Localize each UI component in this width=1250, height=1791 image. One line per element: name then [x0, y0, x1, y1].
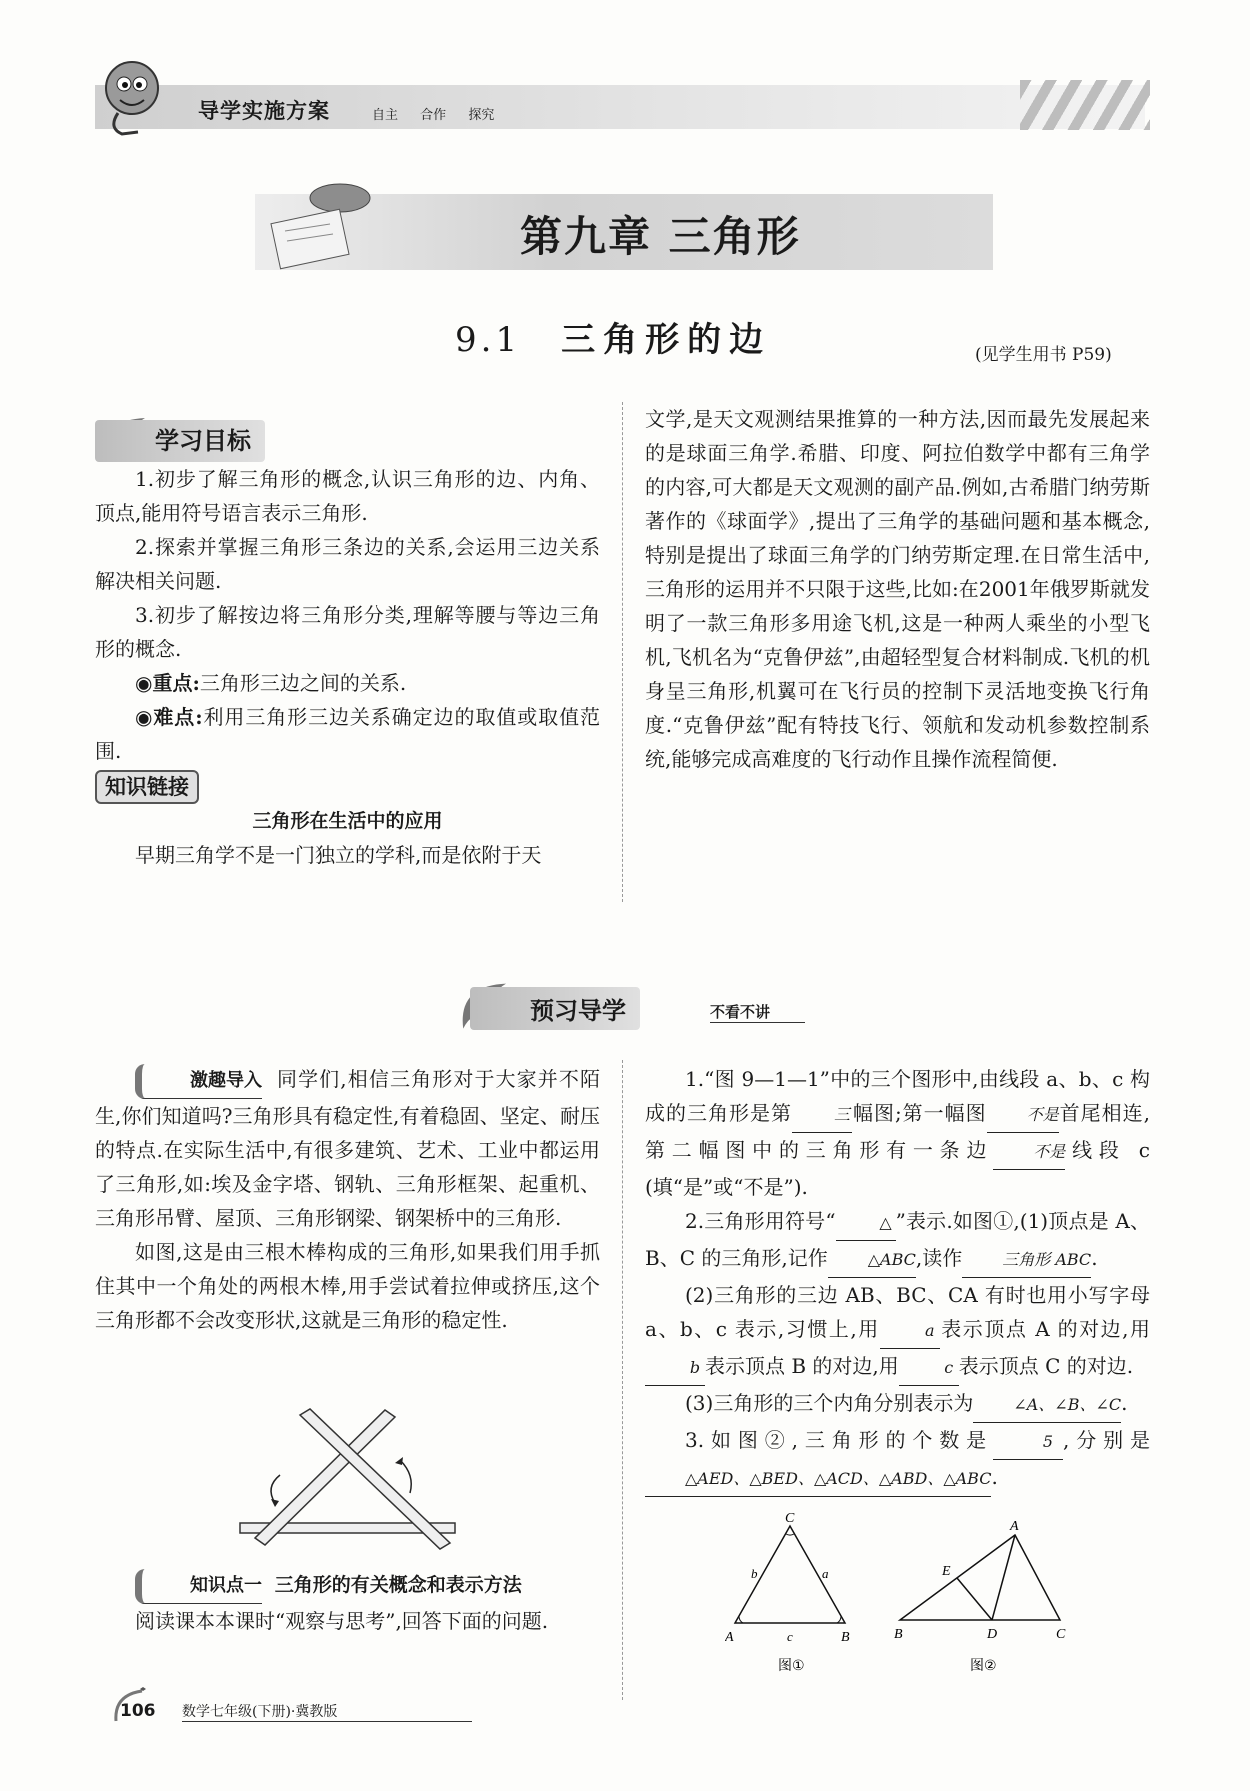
knowledge-point-block [95, 1567, 600, 1638]
preview-title: 预习导学 [470, 987, 640, 1030]
column-divider [622, 402, 623, 902]
header-stripes [1020, 80, 1150, 130]
knowledge-point-title: 三角形的有关概念和表示方法 [274, 1574, 522, 1596]
q2-answer: 三角形 ABC [962, 1243, 1091, 1278]
questions-block [645, 1062, 1150, 1497]
triangle-figure-2 [890, 1520, 1080, 1678]
question-1 [645, 1062, 1150, 1204]
vertex-label: C [1056, 1627, 1066, 1642]
q2-text: 表示顶点 B 的对边,用 [705, 1354, 899, 1378]
knowledge-point-text: 阅读课本本课时“观察与思考”,回答下面的问题. [135, 1609, 549, 1633]
page-number: 106 [120, 1701, 156, 1721]
q1-text: 首尾相连,第二幅图中的三角形有一条边 [645, 1101, 1151, 1162]
mascot-icon [98, 58, 170, 138]
q2-answer: △ABC [828, 1243, 916, 1278]
q1-text: 线段 c (填“是”或“不是”). [645, 1138, 1150, 1199]
vertex-label: A [725, 1630, 734, 1645]
side-label: c [787, 1629, 793, 1644]
knowledge-paragraph-continued: 文学,是天文观测结果推算的一种方法,因而最先发展起来的是球面三角学.希腊、印度、阿拉伯数学中都有三角学的内容,可大都是天文观测的副产品.例如,古希腊门纳劳斯著作的《球面学》,提出了三角学的基础问题和基本概念,特别是提出了球面三角学的门纳劳斯定理.在日常生活中,三角形的运用并不只限于这些,比如:在2001年俄罗斯就发明了一款三角形多用途飞机,这是一种两人乘坐的小型飞机,飞机名为“克鲁伊兹”,由超轻型复合材料制成.飞机的机身呈三角形,机翼可在飞行员的控制下灵活地变换飞行角度.“克鲁伊兹”配有特技飞行、领航和发动机参数控制系统,能够完成高难度的飞行动作且操作流程简便. [645, 407, 1150, 771]
q1-answer: 不是 [987, 1098, 1059, 1133]
q2-text: (3)三角形的三个内角分别表示为 [685, 1391, 974, 1415]
vertex-label: E [942, 1564, 951, 1579]
q2-text: (2)三角形的三边 AB、BC、CA 有时也用小写字母 a、b、c 表示,习惯上,用 [645, 1283, 1150, 1341]
header-tag: 自主 [372, 108, 399, 123]
vertex-label: B [894, 1627, 903, 1642]
q3-text: ,分别是 [1063, 1428, 1150, 1452]
vertex-label: A [1010, 1520, 1019, 1534]
knowledge-paragraph-start: 早期三角学不是一门独立的学科,而是依附于天 [135, 843, 542, 867]
knowledge-link-tag: 知识链接 [95, 770, 199, 804]
header-tags [372, 104, 512, 123]
side-label: b [751, 1566, 758, 1581]
knowledge-point-label: 知识点一 [135, 1569, 262, 1604]
objective-item: 1.初步了解三角形的概念,认识三角形的边、内角、顶点,能用符号语言表示三角形. [95, 467, 600, 525]
intro-label: 激趣导入 [135, 1064, 262, 1099]
intro-text: 同学们,相信三角形对于大家并不陌生,你们知道吗?三角形具有稳定性,有着稳固、坚定、耐压的特点.在实际生活中,有很多建筑、艺术、工业中都运用了三角形,如:埃及金字塔、钢轨、三角形框架、起重机、三角形吊臂、屋顶、三角形钢梁、钢架桥中的三角形. [95, 1067, 601, 1230]
q3-text: 3.如图②,三角形的个数是 [685, 1428, 993, 1452]
chapter-title: 第九章 三角形 [520, 212, 801, 261]
q1-answer: 三 [792, 1098, 852, 1133]
right-column-top [645, 402, 1150, 776]
q3-answer: 5 [993, 1425, 1063, 1460]
q2-text: 表示顶点 A 的对边,用 [939, 1317, 1151, 1341]
vertex-label: B [841, 1630, 850, 1645]
key-text: 三角形三边之间的关系. [199, 671, 407, 695]
header-tag: 探究 [468, 108, 495, 123]
section-heading [455, 312, 771, 361]
question-2 [645, 1204, 1150, 1278]
column-divider [622, 1060, 623, 1700]
q1-text: 幅图;第一幅图 [851, 1101, 987, 1125]
q2-text: 表示顶点 C 的对边. [958, 1354, 1134, 1378]
q2-answer: ∠A、∠B、∠C [973, 1388, 1121, 1423]
stability-paragraph: 如图,这是由三根木棒构成的三角形,如果我们用手抓住其中一个角处的两根木棒,用手尝试着拉伸或挤压,这个三角形都不会改变形状,这就是三角形的稳定性. [95, 1240, 600, 1332]
q2-text: ,读作 [915, 1246, 963, 1270]
triangle-figure-1 [725, 1508, 855, 1678]
left-column-top [95, 410, 600, 872]
objectives-title: 学习目标 [95, 420, 265, 462]
q2-answer: b [645, 1351, 705, 1386]
q2-text: ”表示.如图①,(1)顶点是 A、B、C 的三角形,记作 [645, 1209, 1150, 1270]
side-label: a [822, 1566, 829, 1581]
vertex-label: C [785, 1511, 795, 1526]
difficult-text: 利用三角形三边关系确定边的取值或取值范围. [95, 705, 601, 763]
preview-banner [450, 975, 810, 1035]
difficult-point [95, 700, 600, 768]
objective-item: 3.初步了解按边将三角形分类,理解等腰与等边三角形的概念. [95, 603, 600, 661]
q2-answer: c [899, 1351, 959, 1386]
book-hat-illustration [255, 176, 385, 270]
question-2-part-2 [645, 1278, 1150, 1386]
q2-text: . [1091, 1246, 1098, 1270]
question-3 [645, 1423, 1150, 1497]
key-label: ◉重点: [135, 671, 200, 695]
q1-answer: 不是 [993, 1135, 1065, 1170]
objectives-banner [95, 410, 600, 462]
header-title: 导学实施方案 [198, 99, 330, 123]
figure-caption: 图② [970, 1658, 997, 1674]
q3-answer: △AED、△BED、△ACD、△ABD、△ABC [645, 1462, 991, 1497]
objective-item: 2.探索并掌握三角形三条边的关系,会运用三边关系解决相关问题. [95, 535, 600, 593]
vertex-label: D [987, 1627, 998, 1642]
q2-text: 2.三角形用符号“ [685, 1209, 836, 1233]
q2-answer: a [880, 1314, 940, 1349]
difficult-label: ◉难点: [135, 705, 203, 729]
book-title: 数学七年级(下册)·冀教版 [182, 1701, 472, 1722]
section-title: 三角形的边 [561, 320, 772, 360]
q3-text: . [991, 1465, 998, 1489]
section-number: 9.1 [455, 320, 522, 360]
preview-subtitle: 不看不讲 [710, 1001, 805, 1023]
sticks-figure [235, 1405, 465, 1555]
figure-caption: 图① [778, 1658, 805, 1674]
q1-text: 1.“图 9—1—1”中的三个图形中,由线段 a、b、c 构成的三角形是第 [645, 1067, 1150, 1125]
section-reference: (见学生用书 P59) [975, 345, 1112, 365]
left-column-bottom [95, 1062, 600, 1337]
q2-text: . [1121, 1391, 1128, 1415]
q2-answer: △ [836, 1206, 896, 1241]
key-point [95, 666, 600, 700]
header-tag: 合作 [420, 108, 447, 123]
question-2-part-3 [645, 1386, 1150, 1423]
knowledge-heading: 三角形在生活中的应用 [252, 810, 443, 832]
